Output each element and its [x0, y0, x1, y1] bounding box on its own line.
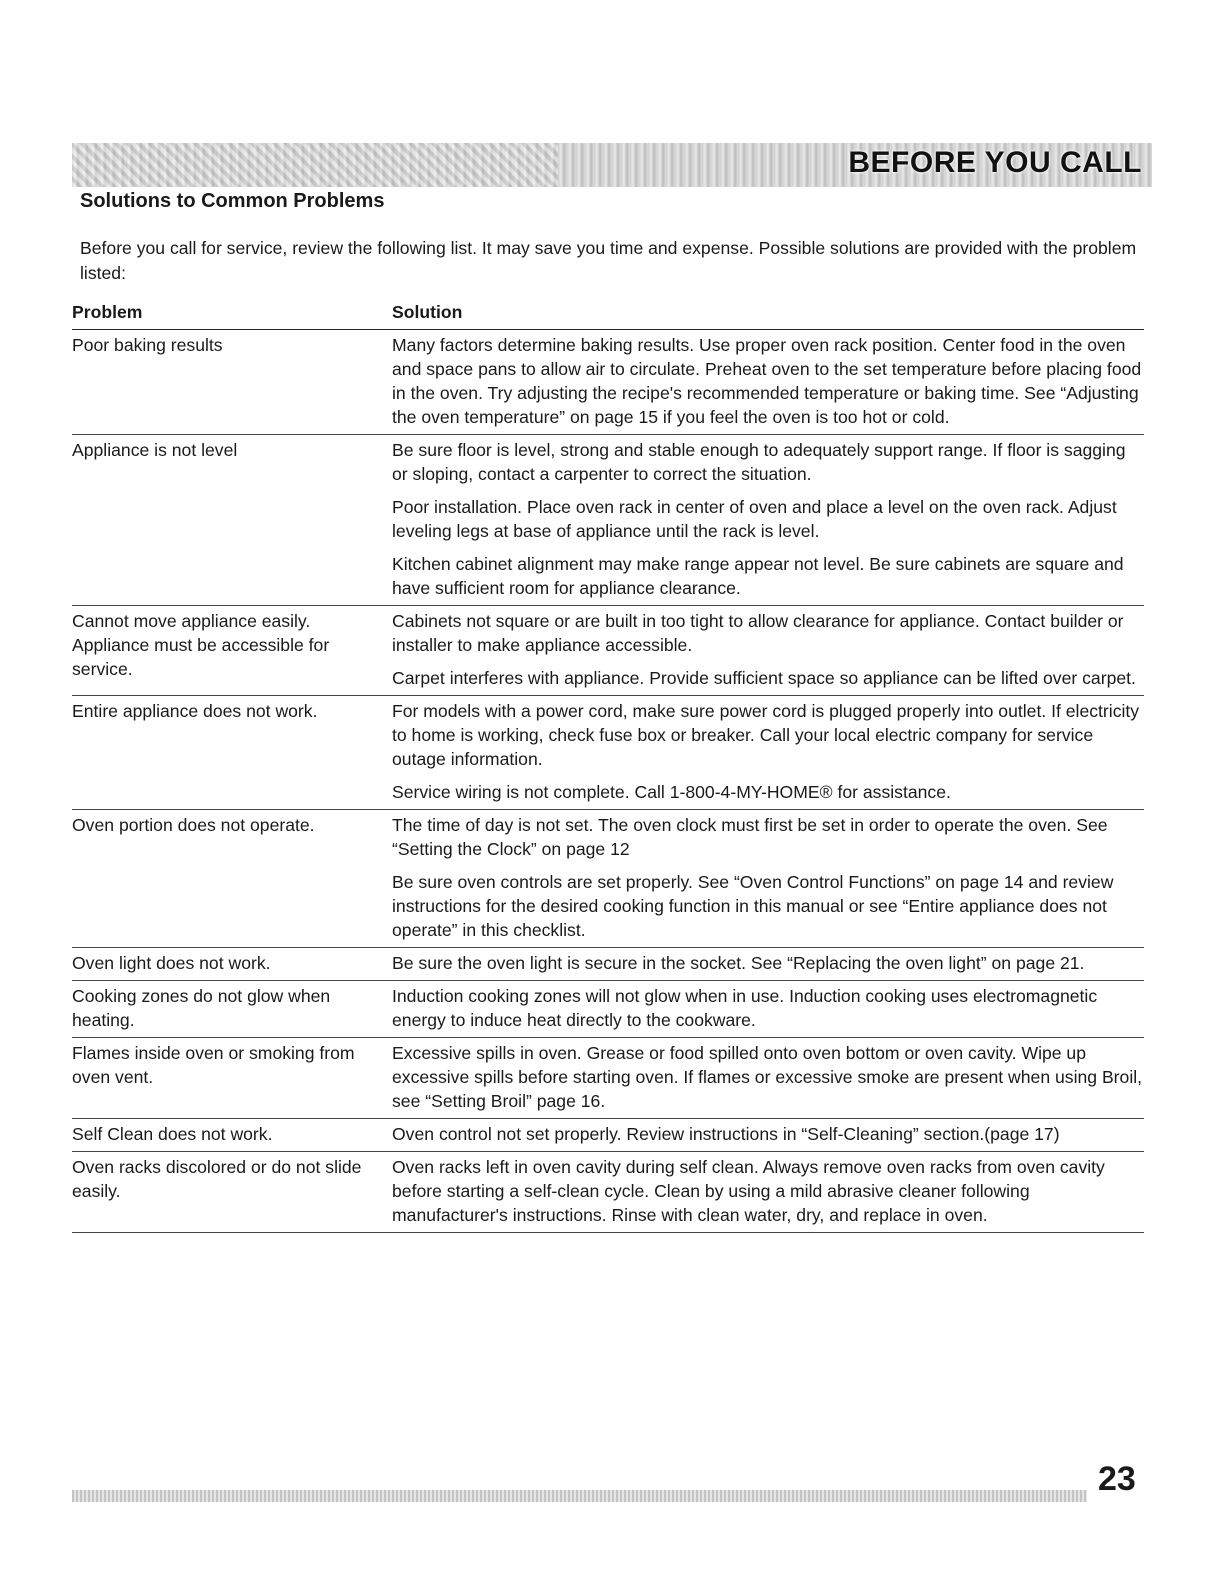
table-row — [72, 1119, 1144, 1152]
solution-paragraph: Poor installation. Place oven rack in center of oven and place a level on the oven rack. Adjust leveling legs at base of appliance until the rack is level. — [392, 497, 1117, 541]
solution-paragraph: Many factors determine baking results. Use proper oven rack position. Center food in the oven and space pans to allow air to circulate. Preheat oven to the set temperature before placing food in the oven. Try adjusting the recipe's recommended temperature or baking time. See “Adjusting the oven temperature” on page 15 if you feel the oven is too hot or cold. — [392, 335, 1142, 427]
header-title: BEFORE YOU CALL — [848, 146, 1142, 179]
problem-cell: Oven racks discolored or do not slide easily. — [72, 1152, 392, 1233]
header-band — [72, 143, 1152, 187]
table-row — [72, 1038, 1144, 1119]
solution-cell — [392, 810, 1144, 948]
solution-paragraph: Service wiring is not complete. Call 1-800-4-MY-HOME® for assistance. — [392, 782, 951, 802]
problem-cell: Flames inside oven or smoking from oven vent. — [72, 1038, 392, 1119]
problem-cell: Cannot move appliance easily. Appliance must be accessible for service. — [72, 606, 392, 696]
table-row — [72, 981, 1144, 1038]
table-row — [72, 1152, 1144, 1233]
section-title: Solutions to Common Problems — [80, 190, 385, 212]
solution-paragraph: Cabinets not square or are built in too tight to allow clearance for appliance. Contact builder or installer to make appliance accessible. — [392, 611, 1124, 655]
problem-cell: Poor baking results — [72, 330, 392, 435]
problem-cell: Appliance is not level — [72, 435, 392, 606]
solution-cell — [392, 981, 1144, 1038]
solution-paragraph: Kitchen cabinet alignment may make range appear not level. Be sure cabinets are square and have sufficient room for appliance clearance. — [392, 554, 1124, 598]
problem-column-header: Problem — [72, 300, 392, 330]
table-row — [72, 810, 1144, 948]
problem-cell: Self Clean does not work. — [72, 1119, 392, 1152]
table-row — [72, 696, 1144, 810]
solution-paragraph: The time of day is not set. The oven clock must first be set in order to operate the oven. See “Setting the Clock” on page 12 — [392, 815, 1108, 859]
problem-cell: Cooking zones do not glow when heating. — [72, 981, 392, 1038]
solution-cell — [392, 948, 1144, 981]
table-row — [72, 606, 1144, 696]
solution-paragraph: Carpet interferes with appliance. Provide sufficient space so appliance can be lifted over carpet. — [392, 668, 1136, 688]
table-row — [72, 948, 1144, 981]
table-header-row — [72, 300, 1144, 330]
table-row — [72, 435, 1144, 606]
problem-cell: Oven light does not work. — [72, 948, 392, 981]
solution-paragraph: Oven racks left in oven cavity during self clean. Always remove oven racks from oven cavity before starting a self-clean cycle. Clean by using a mild abrasive cleaner following manufacturer's instructions. Rinse with clean water, dry, and replace in oven. — [392, 1157, 1105, 1225]
solution-cell — [392, 1119, 1144, 1152]
solution-paragraph: Be sure oven controls are set properly. See “Oven Control Functions” on page 14 and review instructions for the desired cooking function in this manual or see “Entire appliance does not operate” in this checklist. — [392, 872, 1114, 940]
solution-paragraph: Oven control not set properly. Review instructions in “Self-Cleaning” section.(page 17) — [392, 1124, 1060, 1144]
intro-paragraph: Before you call for service, review the following list. It may save you time and expense. Possible solutions are provided with the problem listed: — [80, 238, 1137, 283]
solution-paragraph: Induction cooking zones will not glow when in use. Induction cooking uses electromagnetic energy to induce heat directly to the cookware. — [392, 986, 1098, 1030]
problem-cell: Oven portion does not operate. — [72, 810, 392, 948]
solution-cell — [392, 696, 1144, 810]
solution-paragraph: Excessive spills in oven. Grease or food spilled onto oven bottom or oven cavity. Wipe up excessive spills before starting oven. If flames or excessive smoke are present when using Broil, see “Setting Broil” page 16. — [392, 1043, 1143, 1111]
solution-paragraph: Be sure floor is level, strong and stable enough to adequately support range. If floor is sagging or sloping, contact a carpenter to correct the situation. — [392, 440, 1126, 484]
table-row — [72, 330, 1144, 435]
solution-cell — [392, 330, 1144, 435]
solution-paragraph: Be sure the oven light is secure in the socket. See “Replacing the oven light” on page 21. — [392, 953, 1085, 973]
problems-table — [72, 300, 1144, 1233]
solution-cell — [392, 1152, 1144, 1233]
solution-column-header: Solution — [392, 300, 1144, 330]
footer-bar — [72, 1490, 1087, 1502]
problem-cell: Entire appliance does not work. — [72, 696, 392, 810]
solution-cell — [392, 1038, 1144, 1119]
solution-cell — [392, 435, 1144, 606]
solution-paragraph: For models with a power cord, make sure power cord is plugged properly into outlet. If electricity to home is working, check fuse box or breaker. Call your local electric company for service outage information. — [392, 701, 1140, 769]
solution-cell — [392, 606, 1144, 696]
page-number: 23 — [1098, 1460, 1136, 1498]
table-body — [72, 330, 1144, 1233]
